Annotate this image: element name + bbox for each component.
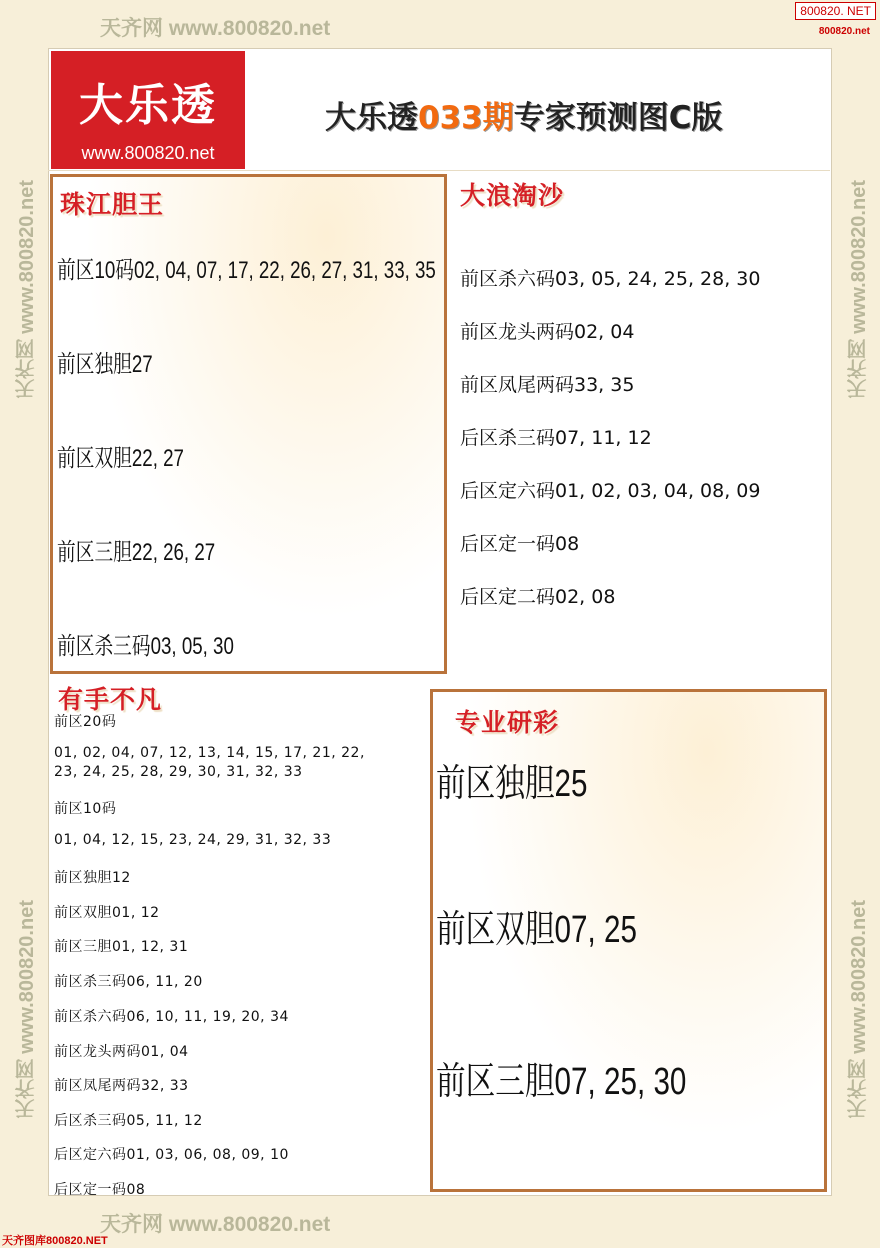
watermark-bottom: 天齐网 www.800820.net [100, 1213, 331, 1236]
watermark-top: 天齐网 www.800820.net [100, 17, 331, 40]
footer-link[interactable]: 天齐图库800820.NET [2, 1235, 108, 1247]
zhujiang-line: 前区双胆22, 27 [57, 445, 184, 472]
title-suffix: 专家预测图C版 [513, 100, 723, 136]
zhujiang-line: 前区杀三码03, 05, 30 [57, 633, 234, 660]
site-badge-url: 800820.net [818, 26, 870, 37]
dalang-line: 前区龙头两码02, 04 [460, 321, 635, 343]
youshou-title: 有手不凡 [58, 685, 163, 714]
youshou-line: 后区定六码01, 03, 06, 08, 09, 10 [54, 1147, 289, 1163]
logo [51, 51, 245, 169]
youshou-line: 前区独胆12 [54, 870, 131, 886]
youshou-line: 前区杀六码06, 10, 11, 19, 20, 34 [54, 1009, 289, 1025]
youshou-line: 后区杀三码05, 11, 12 [54, 1113, 203, 1129]
youshou-line: 前区10码 [54, 801, 117, 817]
dalang-line: 前区杀六码03, 05, 24, 25, 28, 30 [460, 268, 761, 290]
zhujiang-title: 珠江胆王 [60, 190, 165, 219]
dalang-line: 后区定六码01, 02, 03, 04, 08, 09 [460, 480, 761, 502]
youshou-line: 前区20码 [54, 714, 117, 730]
watermark-right-lower: 天齐网 www.800820.net [848, 900, 870, 1120]
site-badge[interactable]: 800820. NET [795, 2, 876, 20]
title-issue: 033期 [418, 100, 514, 136]
zhujiang-line: 前区10码02, 04, 07, 17, 22, 26, 27, 31, 33, 35 [57, 257, 436, 284]
logo-url: www.800820.net [81, 143, 215, 163]
zhuanye-title: 专业研彩 [455, 708, 560, 737]
zhujiang-line: 前区独胆27 [57, 351, 153, 378]
dalang-title: 大浪淘沙 [460, 181, 565, 210]
logo-title: 大乐透 [79, 80, 217, 131]
zhuanye-line: 前区独胆25 [436, 763, 588, 805]
youshou-line: 前区三胆01, 12, 31 [54, 939, 189, 955]
watermark-left-lower: 天齐网 www.800820.net [16, 900, 38, 1120]
watermark-left-upper: 天齐网 www.800820.net [16, 180, 38, 400]
title-prefix: 大乐透 [325, 100, 418, 136]
youshou-line: 前区凤尾两码32, 33 [54, 1078, 189, 1094]
youshou-line: 23, 24, 25, 28, 29, 30, 31, 32, 33 [54, 764, 303, 780]
youshou-line: 前区杀三码06, 11, 20 [54, 974, 203, 990]
dalang-line: 前区凤尾两码33, 35 [460, 374, 635, 396]
youshou-line: 前区龙头两码01, 04 [54, 1044, 189, 1060]
zhuanye-line: 前区三胆07, 25, 30 [436, 1061, 687, 1103]
youshou-line: 后区定一码08 [54, 1182, 146, 1198]
watermark-right-upper: 天齐网 www.800820.net [848, 180, 870, 400]
dalang-line: 后区定二码02, 08 [460, 586, 616, 608]
dalang-line: 后区杀三码07, 11, 12 [460, 427, 652, 449]
youshou-line: 01, 04, 12, 15, 23, 24, 29, 31, 32, 33 [54, 832, 332, 848]
page-title [325, 92, 722, 137]
zhujiang-box [50, 174, 447, 674]
zhuanye-line: 前区双胆07, 25 [436, 909, 637, 951]
dalang-line: 后区定一码08 [460, 533, 580, 555]
header-divider [48, 170, 830, 171]
youshou-line: 前区双胆01, 12 [54, 905, 160, 921]
zhujiang-line: 前区三胆22, 26, 27 [57, 539, 216, 566]
youshou-line: 01, 02, 04, 07, 12, 13, 14, 15, 17, 21, 22, [54, 745, 365, 761]
